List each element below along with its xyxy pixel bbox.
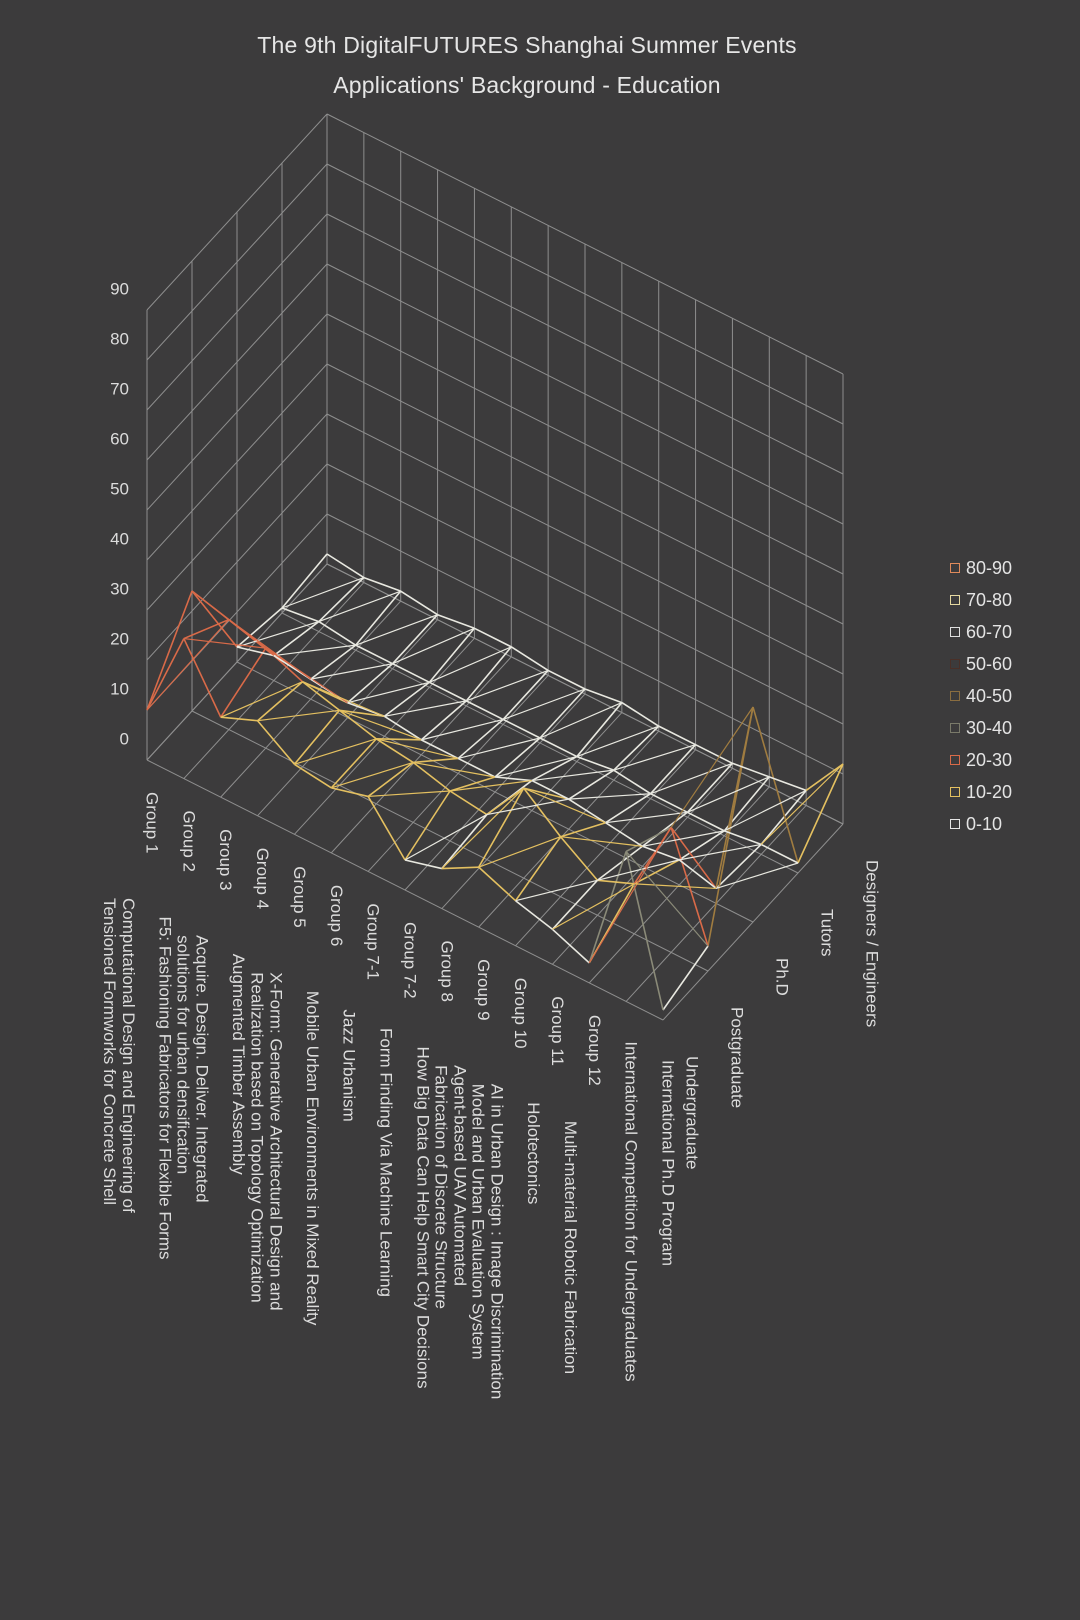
surface-edge — [659, 726, 696, 745]
education-label: Tutors — [817, 909, 837, 957]
legend-item — [950, 712, 1012, 744]
surface-edge — [548, 670, 585, 689]
group-label: Group 3 — [216, 829, 236, 891]
legend-item — [950, 552, 1012, 584]
education-label: Postgraduate — [727, 1007, 747, 1109]
z-tick-label: 40 — [110, 529, 129, 549]
group-name: International Competition for Undergraduates — [621, 1041, 641, 1382]
group-name-line: solutions for urban densification — [173, 935, 193, 1175]
group-name-line: Acquire. Design. Deliver. Integrated — [192, 935, 212, 1203]
legend-swatch — [950, 819, 960, 829]
group-name-line: Fabrication of Discrete Structure — [431, 1065, 451, 1309]
group-name-line: AI in Urban Design : Image Discrimination — [487, 1083, 507, 1400]
surface-edge — [258, 721, 295, 765]
group-label: Group 7-2 — [400, 922, 420, 999]
surface-edge — [401, 591, 438, 615]
surface-edge — [540, 738, 577, 757]
group-name: Mobile Urban Environments in Mixed Reality — [302, 990, 322, 1326]
surface-edge — [294, 710, 339, 764]
surface-edge — [376, 739, 413, 763]
group-name: Holotectonics — [523, 1102, 543, 1205]
surface-edge — [687, 812, 724, 831]
surface-edge — [732, 763, 769, 777]
surface-edge — [393, 664, 430, 683]
surface-edge — [474, 628, 511, 647]
surface-edge — [327, 554, 364, 578]
surface-diagonal — [503, 689, 585, 719]
surface-edge — [761, 844, 798, 863]
surface-edge — [147, 591, 192, 710]
surface-edge — [479, 788, 524, 867]
legend-swatch — [950, 595, 960, 605]
group-label: Group 6 — [326, 884, 346, 947]
surface-edge — [405, 791, 450, 860]
surface-edge — [438, 615, 475, 629]
surface-edge — [294, 764, 331, 788]
group-label: Group 12 — [584, 1014, 604, 1086]
surface-edge — [585, 689, 622, 703]
legend-item — [950, 808, 1012, 840]
surface-diagonal — [442, 788, 524, 868]
legend-label: 10-20 — [966, 781, 1013, 802]
group-name-line: Computational Design and Engineering of — [118, 898, 138, 1213]
surface-edge — [561, 837, 598, 881]
surface-edge — [561, 823, 606, 837]
legend-swatch — [950, 787, 960, 797]
surface-edge — [696, 745, 733, 764]
chart-surface — [147, 554, 843, 1010]
group-name-line: Realization based on Topology Optimization — [246, 972, 266, 1303]
z-tick-label: 90 — [110, 279, 129, 299]
education-label: Ph.D — [772, 958, 792, 996]
floor-grid-line — [192, 711, 708, 971]
surface-edge — [724, 831, 761, 845]
group-name: F5: Fashioning Fabricators for Flexible Forms — [155, 916, 175, 1260]
surface-diagonal — [376, 739, 458, 759]
surface-edge — [356, 645, 393, 664]
education-label: Designers / Engineers — [862, 860, 882, 1028]
group-name-line: Model and Urban Evaluation System — [468, 1083, 488, 1360]
surface-diagonal — [651, 763, 733, 793]
surface-edge — [429, 628, 474, 682]
legend-item — [950, 776, 1012, 808]
surface-edge — [466, 701, 503, 720]
surface-edge — [282, 608, 319, 622]
legend-label: 40-50 — [966, 685, 1013, 706]
group-label: Group 9 — [474, 959, 494, 1021]
group-name-line: X-Form: Generative Architectural Design and — [265, 972, 285, 1311]
surface-edge — [450, 791, 487, 815]
surface-edge — [503, 719, 540, 738]
legend-label: 0-10 — [966, 813, 1003, 834]
surface-edge — [622, 703, 659, 727]
z-tick-label: 30 — [110, 579, 129, 599]
surface-edge — [651, 794, 688, 813]
surface-edge — [761, 790, 806, 844]
legend-item — [950, 584, 1012, 616]
legend-label: 80-90 — [966, 557, 1013, 578]
group-label: Group 4 — [253, 847, 273, 910]
legend-swatch — [950, 723, 960, 733]
group-label: Group 2 — [179, 810, 199, 873]
surface-diagonal — [384, 701, 466, 716]
surface-edge — [540, 689, 585, 738]
group-name — [247, 972, 285, 1310]
z-tick-label: 80 — [110, 329, 129, 349]
surface-edge — [442, 867, 479, 868]
group-name: How Big Data Can Help Smart City Decisions — [413, 1046, 433, 1389]
z-tick-label: 60 — [110, 429, 129, 449]
surface-edge — [368, 762, 413, 796]
legend-swatch — [950, 627, 960, 637]
surface-edge — [405, 860, 442, 869]
legend-label: 70-80 — [966, 589, 1013, 610]
group-name: Form Finding Via Machine Learning — [376, 1028, 396, 1297]
chart-legend — [950, 552, 1012, 840]
group-label: Group 10 — [511, 977, 531, 1049]
group-name — [468, 1084, 506, 1400]
legend-swatch — [950, 659, 960, 669]
group-label: Group 11 — [547, 996, 567, 1066]
legend-item — [950, 648, 1012, 680]
surface-edge — [319, 578, 364, 622]
z-tick-label: 70 — [110, 379, 129, 399]
surface-edge — [479, 867, 516, 901]
group-name — [431, 1065, 469, 1309]
surface-edge — [393, 615, 438, 664]
legend-item — [950, 680, 1012, 712]
surface-diagonal — [569, 794, 651, 799]
surface-edge — [577, 757, 614, 771]
group-name-line: Agent-based UAV Automated — [450, 1065, 470, 1286]
surface-edge — [319, 622, 356, 646]
surface-edge — [626, 851, 663, 1010]
surface-edge — [614, 770, 651, 794]
group-name: International Ph.D Program — [658, 1060, 678, 1266]
surface-diagonal — [147, 620, 229, 710]
surface-edge — [511, 647, 548, 671]
legend-label: 50-60 — [966, 653, 1013, 674]
surface-diagonal — [311, 664, 393, 679]
group-label: Group 8 — [437, 940, 457, 1003]
chart-title: The 9th DigitalFUTURES Shanghai Summer Events — [257, 32, 797, 58]
group-name-line: Tensioned Formworks for Concrete Shell — [99, 898, 119, 1206]
legend-swatch — [950, 691, 960, 701]
legend-label: 30-40 — [966, 717, 1013, 738]
legend-swatch — [950, 563, 960, 573]
surface-edge — [634, 860, 679, 884]
surface-edge — [642, 846, 679, 860]
surface-edge — [364, 578, 401, 592]
surface-diagonal — [413, 762, 495, 777]
group-label: Group 5 — [289, 866, 309, 928]
legend-item — [950, 744, 1012, 776]
surface-edge — [569, 799, 606, 823]
surface-edge — [376, 739, 421, 740]
surface-edge — [495, 777, 532, 781]
surface-edge — [442, 815, 487, 869]
z-tick-label: 10 — [110, 679, 129, 699]
legend-label: 60-70 — [966, 621, 1013, 642]
surface-edge — [532, 781, 569, 800]
group-label: Group 1 — [142, 792, 162, 854]
education-label: Undergraduate — [682, 1056, 702, 1170]
group-name: Jazz Urbanism — [339, 1009, 359, 1122]
chart-labels — [100, 279, 882, 1399]
z-tick-label: 0 — [119, 729, 129, 749]
chart-subtitle: Applications' Background - Education — [333, 72, 721, 98]
chart-grid — [147, 114, 843, 1020]
surface-edge — [147, 639, 184, 710]
legend-item — [950, 616, 1012, 648]
legend-swatch — [950, 755, 960, 765]
z-tick-label: 50 — [110, 479, 129, 499]
group-name: Augmented Timber Assembly — [229, 953, 249, 1175]
group-name — [173, 935, 211, 1202]
surface-diagonal — [393, 628, 475, 663]
surface-edge — [331, 788, 368, 797]
group-name: Multi-material Robotic Fabrication — [560, 1120, 580, 1375]
surface-diagonal — [687, 777, 769, 812]
group-name — [100, 898, 138, 1213]
z-tick-label: 20 — [110, 629, 129, 649]
surface-diagonal — [429, 647, 511, 682]
surface-edge — [429, 682, 466, 701]
group-label: Group 7-1 — [363, 903, 383, 980]
surface-diagonal — [634, 884, 716, 889]
legend-label: 20-30 — [966, 749, 1013, 770]
surface-diagonal — [589, 827, 671, 962]
surface-edge — [368, 796, 405, 860]
surface-edge — [503, 670, 548, 719]
surface-diagonal — [540, 703, 622, 738]
